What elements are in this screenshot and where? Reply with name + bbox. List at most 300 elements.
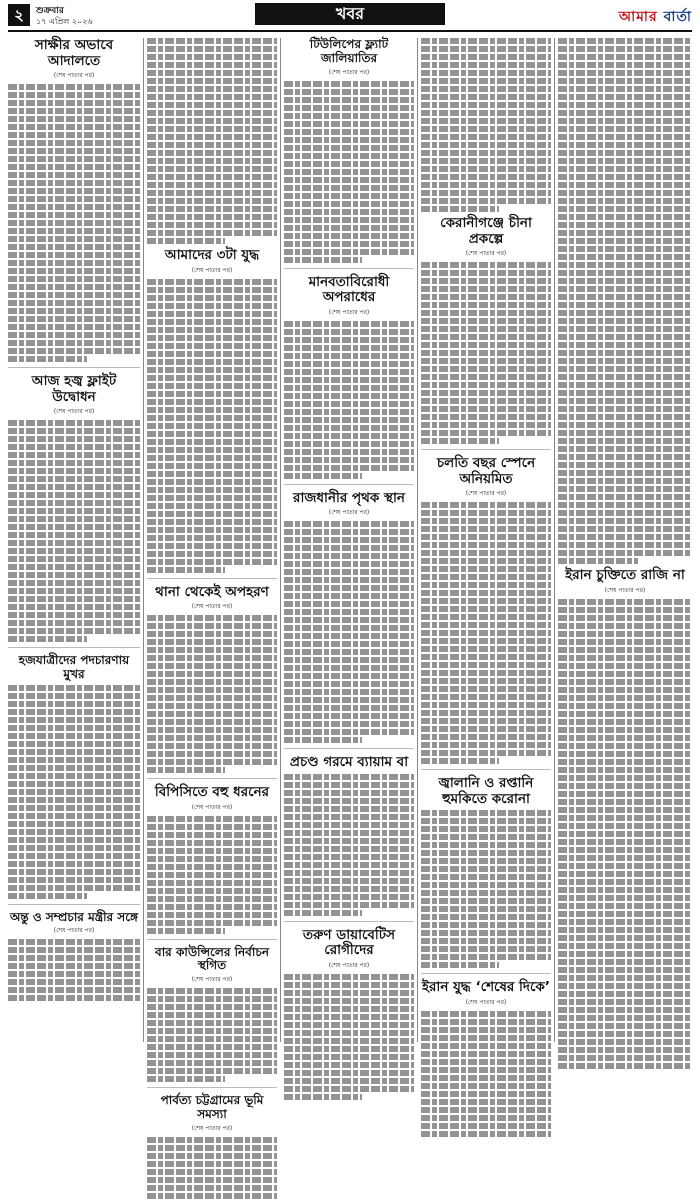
text-line	[558, 406, 692, 412]
text-line	[421, 110, 551, 116]
text-line	[8, 116, 140, 122]
article-headline: আমাদের ৩টা যুদ্ধ	[164, 247, 260, 263]
text-line	[147, 703, 277, 709]
text-line	[284, 998, 414, 1004]
text-line	[558, 390, 692, 396]
text-line	[558, 767, 692, 773]
text-line	[284, 593, 414, 599]
text-line	[8, 164, 140, 170]
text-line	[147, 222, 277, 228]
text-line	[8, 612, 140, 618]
text-line	[147, 1137, 277, 1143]
text-line	[147, 391, 277, 397]
text-line	[8, 476, 140, 482]
text-line	[8, 741, 140, 747]
text-line	[558, 118, 692, 124]
text-line	[421, 366, 551, 372]
text-line	[558, 1039, 692, 1045]
text-line	[284, 329, 414, 335]
text-line	[558, 759, 692, 765]
text-line	[147, 567, 225, 573]
text-line	[284, 633, 414, 639]
text-line	[421, 1107, 551, 1113]
text-line	[558, 230, 692, 236]
text-line	[8, 829, 140, 835]
text-line	[284, 862, 414, 868]
text-line	[147, 559, 277, 565]
text-line	[147, 327, 277, 333]
text-line	[558, 815, 692, 821]
text-line	[421, 542, 551, 548]
text-line	[421, 1011, 551, 1017]
text-line	[147, 623, 277, 629]
text-line	[147, 888, 277, 894]
text-line	[147, 864, 277, 870]
text-line	[421, 1035, 551, 1041]
text-line	[284, 257, 362, 263]
text-line	[147, 206, 277, 212]
text-line	[421, 750, 551, 756]
text-line	[558, 190, 692, 196]
article-body	[284, 81, 414, 263]
text-line	[421, 438, 499, 444]
article-body	[284, 521, 414, 743]
text-line	[558, 639, 692, 645]
article-continuation: (শেষ পাতার পর)	[53, 927, 95, 935]
text-line	[558, 470, 692, 476]
text-line	[284, 1014, 414, 1020]
text-line	[421, 430, 551, 436]
text-line	[558, 1047, 692, 1053]
text-line	[8, 196, 140, 202]
text-line	[8, 861, 140, 867]
text-line	[558, 959, 692, 965]
article	[421, 980, 551, 1142]
text-line	[421, 954, 551, 960]
text-line	[421, 1091, 551, 1097]
text-line	[147, 840, 277, 846]
text-line	[558, 863, 692, 869]
text-line	[8, 939, 140, 945]
issue-date: ১৭ এপ্রিল ২০২৬	[36, 17, 93, 26]
text-line	[284, 806, 414, 812]
text-line	[558, 462, 692, 468]
text-line	[8, 84, 140, 90]
text-line	[558, 783, 692, 789]
text-line	[284, 689, 414, 695]
text-line	[147, 663, 277, 669]
text-line	[8, 228, 140, 234]
text-line	[558, 206, 692, 212]
text-line	[558, 807, 692, 813]
text-line	[147, 190, 277, 196]
text-line	[147, 767, 225, 773]
text-line	[8, 340, 140, 346]
text-line	[421, 694, 551, 700]
text-line	[147, 78, 277, 84]
article-headline: ইরান যুদ্ধ ‘শেষের দিকে’	[421, 979, 551, 996]
text-line	[558, 679, 692, 685]
article-body-continued	[558, 38, 692, 564]
text-line	[421, 1075, 551, 1081]
text-line	[558, 983, 692, 989]
text-line	[558, 735, 692, 741]
text-line	[8, 805, 140, 811]
text-line	[284, 521, 414, 527]
article-headline: কেরানীগঞ্জে চীনা প্রকল্পে	[440, 215, 532, 247]
text-line	[147, 415, 277, 421]
article-body	[421, 502, 551, 764]
text-line	[147, 1012, 277, 1018]
text-line	[147, 158, 277, 164]
text-line	[558, 518, 692, 524]
text-line	[8, 276, 140, 282]
text-line	[558, 663, 692, 669]
text-line	[284, 1070, 414, 1076]
article	[284, 491, 414, 750]
column-divider	[143, 38, 144, 1042]
text-line	[284, 830, 414, 836]
text-line	[147, 102, 277, 108]
column-5	[558, 38, 692, 1042]
text-line	[147, 848, 277, 854]
text-line	[558, 615, 692, 621]
text-line	[558, 222, 692, 228]
text-line	[284, 814, 414, 820]
article-body	[8, 939, 140, 1001]
text-line	[558, 446, 692, 452]
text-line	[147, 639, 277, 645]
text-line	[8, 268, 140, 274]
text-line	[147, 431, 277, 437]
text-line	[558, 623, 692, 629]
text-line	[147, 118, 277, 124]
text-line	[147, 399, 277, 405]
text-line	[8, 508, 140, 514]
text-line	[147, 816, 277, 822]
text-line	[147, 912, 277, 918]
text-line	[558, 294, 692, 300]
text-line	[421, 670, 551, 676]
article	[284, 928, 414, 1105]
text-line	[147, 343, 277, 349]
text-line	[558, 478, 692, 484]
text-line	[421, 174, 551, 180]
text-line	[147, 551, 277, 557]
text-line	[558, 991, 692, 997]
text-line	[147, 279, 277, 285]
text-line	[421, 262, 551, 268]
text-line	[284, 233, 414, 239]
text-line	[421, 1083, 551, 1089]
article	[147, 248, 277, 579]
text-line	[8, 781, 140, 787]
text-line	[421, 726, 551, 732]
text-line	[421, 710, 551, 716]
text-line	[421, 962, 499, 968]
text-line	[558, 134, 692, 140]
text-line	[284, 1022, 414, 1028]
text-line	[558, 502, 692, 508]
article-headline: প্রচণ্ড গরমে ব্যায়াম বা	[289, 754, 409, 771]
text-line	[8, 797, 140, 803]
article-continuation: (শেষ পাতার পর)	[191, 803, 233, 811]
article-continuation: (শেষ পাতার পর)	[465, 998, 507, 1006]
text-line	[147, 904, 277, 910]
text-line	[284, 697, 414, 703]
text-line	[284, 1078, 414, 1084]
article-headline: হজযাত্রীদের পদচারণায় মুখর	[18, 653, 130, 681]
text-line	[558, 695, 692, 701]
text-line	[284, 89, 414, 95]
text-line	[421, 390, 551, 396]
text-line	[558, 494, 692, 500]
article	[8, 374, 140, 648]
article	[8, 654, 140, 905]
text-line	[421, 834, 551, 840]
text-line	[147, 471, 277, 477]
text-line	[8, 516, 140, 522]
header-rule	[8, 30, 692, 32]
article-body	[147, 1137, 277, 1199]
text-line	[421, 310, 551, 316]
text-line	[558, 775, 692, 781]
text-line	[421, 198, 551, 204]
text-line	[8, 492, 140, 498]
article-body	[147, 279, 277, 573]
text-line	[8, 500, 140, 506]
text-line	[8, 572, 140, 578]
text-line	[558, 70, 692, 76]
text-line	[147, 1060, 277, 1066]
article-body	[284, 974, 414, 1100]
text-line	[284, 177, 414, 183]
text-line	[147, 695, 277, 701]
text-line	[284, 1094, 362, 1100]
article-continuation: (শেষ পাতার পর)	[604, 586, 646, 594]
text-line	[421, 1115, 551, 1121]
text-line	[558, 246, 692, 252]
text-line	[147, 1161, 277, 1167]
text-line	[421, 374, 551, 380]
text-line	[284, 673, 414, 679]
text-line	[8, 749, 140, 755]
text-line	[558, 919, 692, 925]
text-line	[558, 182, 692, 188]
article	[421, 776, 551, 974]
page-header	[0, 0, 700, 36]
text-line	[558, 719, 692, 725]
text-line	[284, 665, 414, 671]
text-line	[8, 685, 140, 691]
text-line	[147, 54, 277, 60]
text-line	[284, 529, 414, 535]
text-line	[147, 447, 277, 453]
text-line	[558, 631, 692, 637]
article-continuation: (শেষ পাতার পর)	[53, 408, 95, 416]
text-line	[147, 996, 277, 1002]
text-line	[421, 810, 551, 816]
text-line	[147, 880, 277, 886]
text-line	[8, 188, 140, 194]
text-line	[284, 169, 414, 175]
text-line	[147, 479, 277, 485]
text-line	[8, 132, 140, 138]
text-line	[147, 743, 277, 749]
text-line	[284, 377, 414, 383]
text-line	[147, 511, 277, 517]
text-line	[147, 988, 277, 994]
text-line	[421, 850, 551, 856]
text-line	[147, 142, 277, 148]
article-continuation: (শেষ পাতার পর)	[191, 603, 233, 611]
text-line	[284, 649, 414, 655]
text-line	[147, 735, 277, 741]
text-line	[284, 886, 414, 892]
text-line	[421, 742, 551, 748]
text-line	[147, 1177, 277, 1183]
weekday: শুক্রবার	[36, 6, 64, 16]
text-line	[558, 142, 692, 148]
text-line	[558, 703, 692, 709]
text-line	[558, 711, 692, 717]
text-line	[8, 428, 140, 434]
text-line	[421, 574, 551, 580]
text-line	[421, 606, 551, 612]
text-line	[284, 798, 414, 804]
text-line	[284, 353, 414, 359]
text-line	[8, 837, 140, 843]
text-line	[8, 540, 140, 546]
article-continuation: (শেষ পাতার পর)	[328, 509, 370, 517]
text-line	[421, 526, 551, 532]
text-line	[284, 1062, 414, 1068]
text-line	[147, 38, 277, 44]
text-line	[8, 580, 140, 586]
text-line	[558, 839, 692, 845]
text-line	[147, 150, 277, 156]
text-line	[284, 337, 414, 343]
text-line	[558, 823, 692, 829]
text-line	[284, 617, 414, 623]
text-line	[284, 585, 414, 591]
text-line	[421, 46, 551, 52]
text-line	[421, 858, 551, 864]
text-line	[558, 799, 692, 805]
logo-word-2: বার্তা	[663, 9, 692, 25]
text-line	[147, 439, 277, 445]
article-headline: বিপিসিতে বহু ধরনের	[154, 784, 270, 801]
article-headline: থানা থেকেই অপহরণ	[155, 583, 269, 600]
article-headline: রাজধানীর পৃথক স্থান	[293, 489, 405, 506]
text-line	[284, 569, 414, 575]
column-divider	[417, 38, 418, 1042]
text-line	[284, 729, 414, 735]
text-line	[147, 711, 277, 717]
text-line	[421, 206, 499, 212]
text-line	[284, 409, 414, 415]
text-line	[8, 709, 140, 715]
text-line	[147, 1076, 225, 1082]
text-line	[284, 401, 414, 407]
text-line	[421, 118, 551, 124]
text-line	[8, 947, 140, 953]
text-line	[147, 70, 277, 76]
article-continuation: (শেষ পাতার পর)	[328, 308, 370, 316]
text-line	[147, 832, 277, 838]
text-line	[147, 134, 277, 140]
article-continuation: (শেষ পাতার পর)	[191, 1124, 233, 1132]
text-line	[147, 166, 277, 172]
text-line	[284, 902, 414, 908]
text-line	[421, 654, 551, 660]
text-line	[284, 982, 414, 988]
text-line	[8, 172, 140, 178]
text-line	[421, 534, 551, 540]
text-line	[147, 920, 277, 926]
text-line	[284, 990, 414, 996]
text-line	[147, 1036, 277, 1042]
text-line	[558, 278, 692, 284]
text-line	[147, 319, 277, 325]
text-line	[147, 230, 277, 236]
text-line	[421, 758, 499, 764]
text-line	[421, 326, 551, 332]
text-line	[558, 550, 692, 556]
text-line	[147, 110, 277, 116]
text-line	[558, 262, 692, 268]
text-line	[558, 366, 692, 372]
text-line	[284, 81, 414, 87]
text-line	[558, 254, 692, 260]
text-line	[284, 145, 414, 151]
page-number: ২	[8, 4, 30, 26]
text-line	[147, 214, 277, 220]
text-line	[8, 628, 140, 634]
text-line	[421, 38, 551, 44]
text-line	[284, 321, 414, 327]
text-line	[8, 564, 140, 570]
text-line	[284, 1030, 414, 1036]
text-line	[8, 468, 140, 474]
article-continuation: (শেষ পাতার পর)	[191, 976, 233, 984]
text-line	[147, 719, 277, 725]
text-line	[8, 452, 140, 458]
text-line	[147, 455, 277, 461]
text-line	[558, 174, 692, 180]
text-line	[147, 1185, 277, 1191]
text-line	[147, 287, 277, 293]
article-body	[147, 615, 277, 773]
article-headline: চলতি বছর স্পেনে অনিয়মিত	[436, 455, 536, 487]
text-line	[284, 345, 414, 351]
text-line	[147, 198, 277, 204]
text-line	[421, 142, 551, 148]
newspaper-logo	[619, 5, 692, 29]
text-line	[558, 486, 692, 492]
text-line	[8, 220, 140, 226]
text-line	[8, 436, 140, 442]
text-line	[284, 369, 414, 375]
text-line	[147, 463, 277, 469]
text-line	[284, 1006, 414, 1012]
article-continuation: (শেষ পাতার পর)	[465, 250, 507, 258]
text-line	[558, 198, 692, 204]
text-line	[421, 882, 551, 888]
text-line	[558, 62, 692, 68]
text-line	[284, 201, 414, 207]
text-line	[558, 214, 692, 220]
